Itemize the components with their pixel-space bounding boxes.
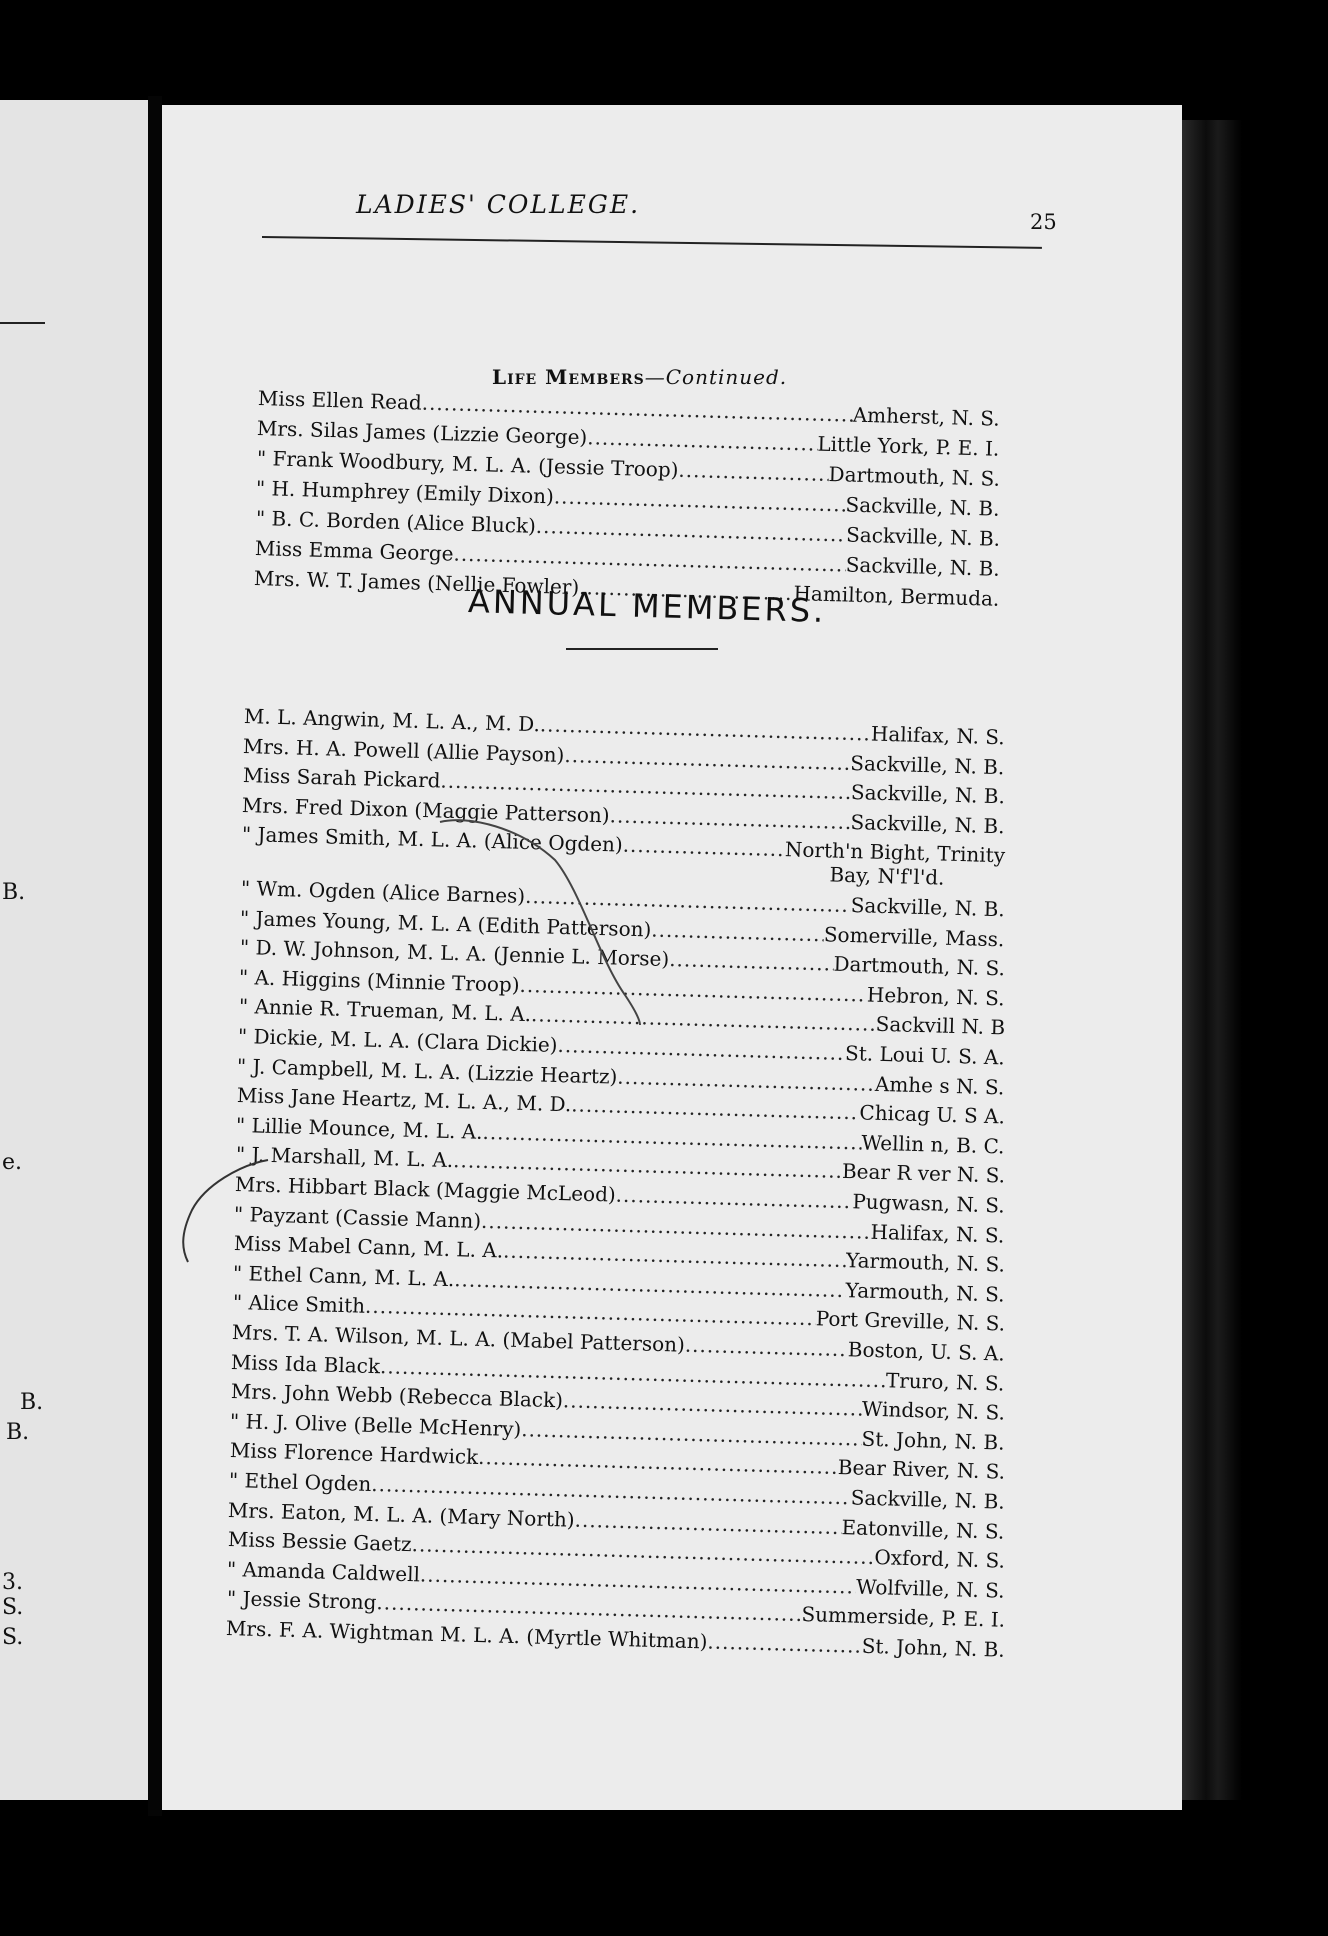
member-name: " Frank Woodbury, M. L. A. (Jessie Troop) xyxy=(256,446,679,482)
member-place: Eatonville, N. S. xyxy=(841,1514,1006,1544)
member-name: " Lillie Mounce, M. L. A. xyxy=(235,1112,484,1144)
member-place-continued: Bay, N'f'l'd. xyxy=(828,862,945,891)
member-name: " J. Campbell, M. L. A. (Lizzie Heartz) xyxy=(237,1053,619,1089)
member-name: Mrs. Hibbart Black (Maggie McLeod) xyxy=(234,1172,617,1207)
member-name: Miss Bessie Gaetz xyxy=(227,1527,412,1557)
annual-members-heading: ANNUAL MEMBERS. xyxy=(467,582,827,630)
member-place: Sackville, N. B. xyxy=(850,1485,1006,1514)
member-name: " James Young, M. L. A (Edith Patterson) xyxy=(240,905,653,942)
member-name: " James Smith, M. L. A. (Alice Ogden) xyxy=(241,822,623,858)
leader-dots xyxy=(622,833,785,862)
leader-dots xyxy=(651,917,824,946)
member-name: Mrs. Fred Dixon (Maggie Patterson) xyxy=(241,792,611,828)
member-name: Mrs. W. T. James (Nellie Fowler) xyxy=(254,566,580,600)
leader-dots xyxy=(678,458,829,486)
member-place: Sackville, N. B. xyxy=(845,492,1001,521)
member-name: Mrs. Silas James (Lizzie George) xyxy=(257,416,589,450)
member-place: Pugwasn, N. S. xyxy=(852,1189,1006,1218)
member-name: " Wm. Ogden (Alice Barnes) xyxy=(240,876,526,908)
facing-page-fragment: B. xyxy=(2,880,26,905)
member-place: Bear River, N. S. xyxy=(837,1455,1006,1485)
member-place: Somerville, Mass. xyxy=(823,921,1006,951)
member-name: Miss Sarah Pickard xyxy=(242,763,441,793)
member-place: Summerside, P. E. I. xyxy=(800,1602,1006,1633)
member-place: Boston, U. S. A. xyxy=(847,1337,1006,1366)
member-place: Amherst, N. S. xyxy=(852,402,1001,431)
member-name: Mrs. H. A. Powell (Allie Payson) xyxy=(243,733,566,767)
member-name: " H. Humphrey (Emily Dixon) xyxy=(255,476,555,509)
member-place: Hamilton, Bermuda. xyxy=(793,581,1001,611)
member-place: Halifax, N. S. xyxy=(870,721,1006,750)
member-place: Wolfville, N. S. xyxy=(856,1574,1006,1603)
member-name: " Jessie Strong xyxy=(226,1586,377,1615)
member-name: " H. J. Olive (Belle McHenry) xyxy=(229,1408,522,1441)
member-name: Mrs. T. A. Wilson, M. L. A. (Mabel Patterson) xyxy=(231,1320,686,1357)
member-place: Hebron, N. S. xyxy=(866,982,1006,1011)
facing-page-rule xyxy=(0,322,45,324)
member-name: " Payzant (Cassie Mann) xyxy=(234,1201,482,1233)
facing-page-edge xyxy=(0,100,148,1800)
member-place: Dartmouth, N. S. xyxy=(833,951,1006,981)
member-name: " Amanda Caldwell xyxy=(226,1556,421,1587)
facing-page-fragment: S. xyxy=(2,1625,24,1650)
life-members-heading-continued: —Continued. xyxy=(644,365,788,389)
member-place: Dartmouth, N. S. xyxy=(828,461,1001,491)
member-name: " J. Marshall, M. L. A. xyxy=(235,1142,454,1173)
member-place: Port Greville, N. S. xyxy=(815,1306,1006,1336)
member-place: Chicag U. S A. xyxy=(858,1100,1006,1129)
member-name: Miss Mabel Cann, M. L. A. xyxy=(233,1231,504,1263)
member-place: Wellin n, B. C. xyxy=(861,1130,1006,1159)
leader-dots xyxy=(685,1333,849,1362)
member-name: Miss Ellen Read xyxy=(257,386,423,415)
facing-page-fragment: e. xyxy=(2,1150,23,1175)
member-name: " Ethel Cann, M. L. A. xyxy=(232,1260,455,1291)
member-place: St. Loui U. S. A. xyxy=(844,1040,1006,1070)
member-name: Mrs. F. A. Wightman M. L. A. (Myrtle Whitman) xyxy=(225,1616,708,1654)
member-name: M. L. Angwin, M. L. A., M. D. xyxy=(243,704,541,737)
member-place: Sackville, N. B. xyxy=(845,552,1001,581)
member-name: " Annie R. Trueman, M. L. A. xyxy=(238,994,532,1027)
member-place: St. John, N. B. xyxy=(861,1633,1006,1662)
facing-page-fragment: 3. xyxy=(2,1570,23,1595)
section-divider xyxy=(566,648,718,650)
member-name: Mrs. John Webb (Rebecca Black) xyxy=(230,1379,564,1413)
book-gutter xyxy=(148,96,162,1816)
member-place: Yarmouth, N. S. xyxy=(845,1277,1006,1307)
member-name: " B. C. Borden (Alice Bluck) xyxy=(255,506,536,538)
member-place: Sackville, N. B. xyxy=(850,750,1006,779)
leader-dots xyxy=(669,947,834,976)
facing-page-fragment: B. xyxy=(6,1420,30,1445)
member-place: Sackville, N. B. xyxy=(850,780,1006,809)
member-name: Miss Jane Heartz, M. L. A., M. D. xyxy=(236,1083,572,1117)
member-name: " A. Higgins (Minnie Troop) xyxy=(238,964,521,997)
member-place: Windsor, N. S. xyxy=(861,1396,1006,1425)
member-place: Bear R ver N. S. xyxy=(841,1159,1006,1188)
member-place: Yarmouth, N. S. xyxy=(845,1248,1006,1277)
member-place: Oxford, N. S. xyxy=(873,1545,1006,1573)
member-place: Truro, N. S. xyxy=(886,1367,1006,1396)
page-number: 25 xyxy=(1030,210,1057,234)
member-name: " Alice Smith xyxy=(232,1290,366,1319)
member-place: Amhe s N. S. xyxy=(875,1071,1006,1100)
life-members-heading-label: Life Members xyxy=(492,365,645,389)
member-name: " D. W. Johnson, M. L. A. (Jennie L. Morse) xyxy=(239,935,670,972)
facing-page-fragment: B. xyxy=(20,1390,44,1415)
member-name: " Dickie, M. L. A. (Clara Dickie) xyxy=(237,1024,558,1057)
member-place: Sackville, N. B. xyxy=(850,809,1006,839)
member-place: Halifax, N. S. xyxy=(870,1219,1006,1248)
member-place: Sackville, N. B. xyxy=(850,893,1006,922)
member-place: St. John, N. B. xyxy=(861,1426,1006,1455)
member-name: Miss Ida Black xyxy=(231,1349,381,1378)
member-name: Miss Emma George xyxy=(254,536,454,566)
book-spine-edge xyxy=(1182,120,1242,1800)
member-place: North'n Bight, Trinity xyxy=(784,837,1006,868)
member-name: Miss Florence Hardwick xyxy=(229,1438,479,1470)
life-members-heading xyxy=(492,365,787,389)
member-name: " Ethel Ogden xyxy=(228,1468,372,1496)
member-place: Sackville, N. B. xyxy=(845,522,1001,551)
member-place: Little York, P. E. I. xyxy=(817,431,1001,461)
running-head: LADIES' COLLEGE. xyxy=(356,190,641,219)
facing-page-fragment: S. xyxy=(2,1595,24,1620)
leader-dots xyxy=(707,1629,862,1657)
member-name: Mrs. Eaton, M. L. A. (Mary North) xyxy=(228,1497,576,1532)
member-place: Sackvill N. B xyxy=(874,1012,1006,1040)
